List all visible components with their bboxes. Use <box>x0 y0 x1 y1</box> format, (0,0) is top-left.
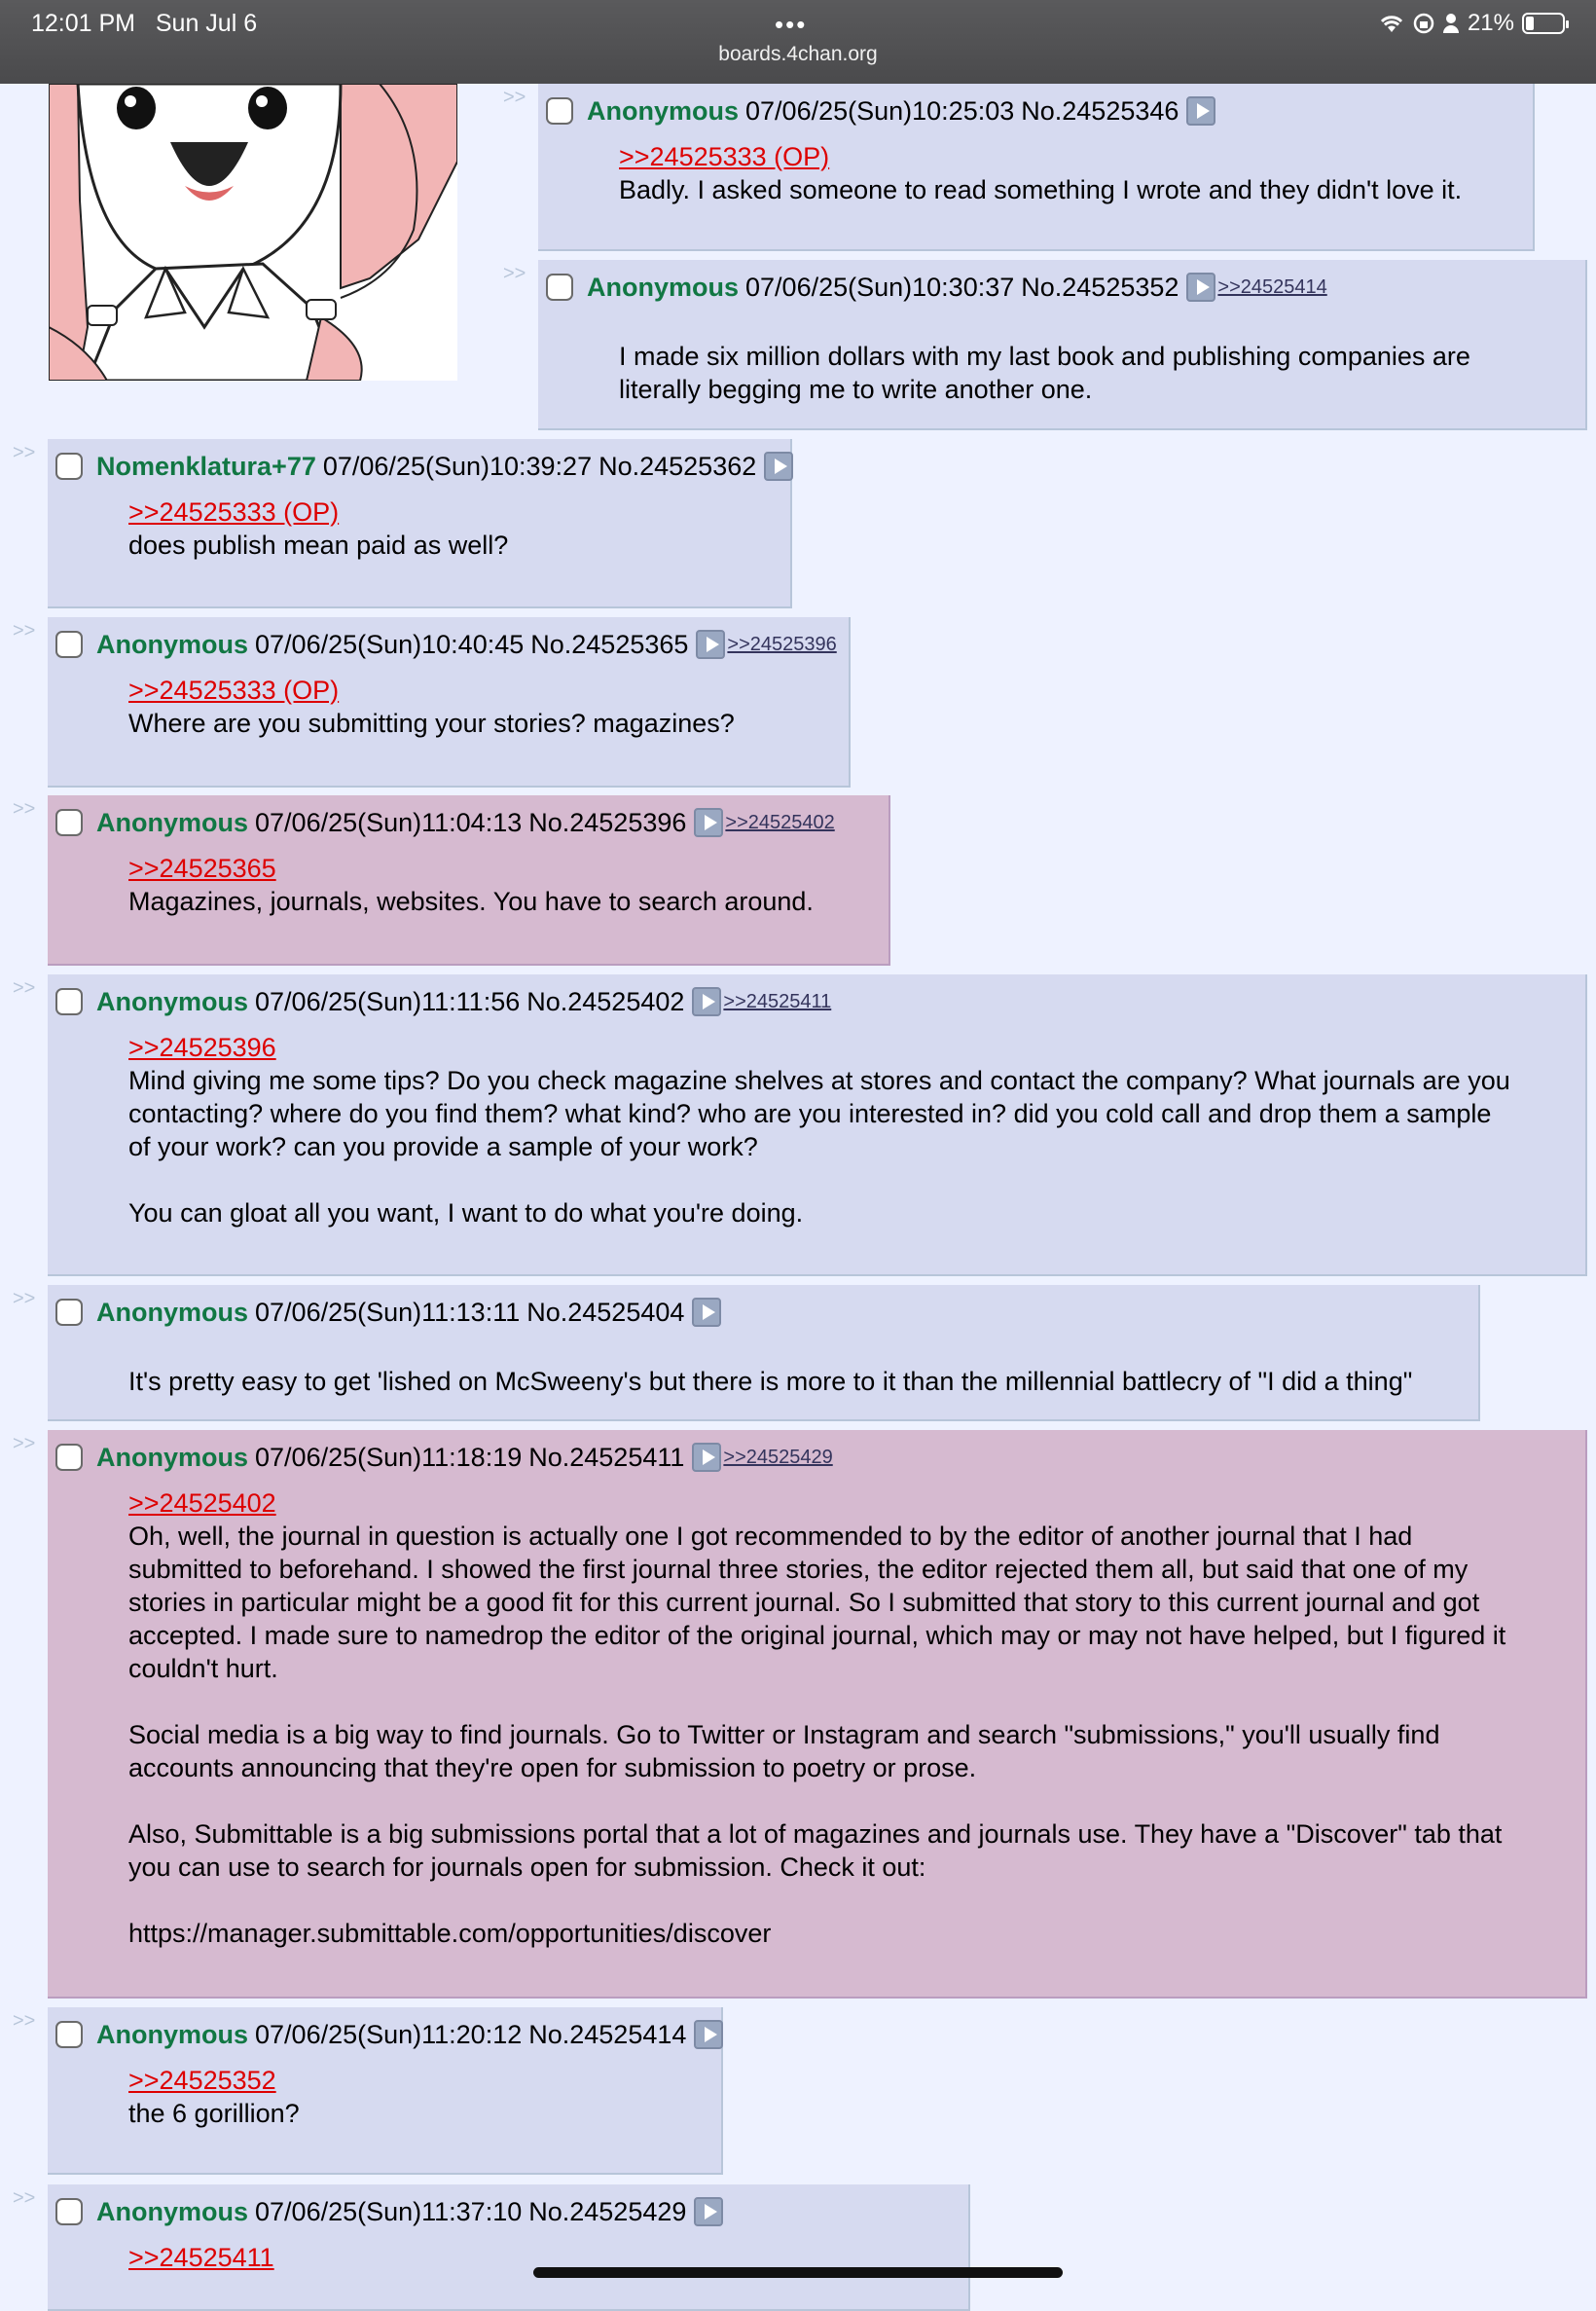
backlink[interactable]: >>24525414 <box>1217 275 1327 298</box>
reply-arrows: >> <box>13 2010 36 2032</box>
reply-post <box>48 795 890 966</box>
post-number[interactable]: No.24525414 <box>528 2019 687 2049</box>
reply-post <box>48 439 792 608</box>
post-text: Oh, well, the journal in question is actually one I got recommended to by the editor of another journal that I had submitted to beforehand. I showed the first journal three stories, the editor rejected them all, but said that one of my stories in particular might be a good fit for this current journal. So I submitted that story to this current journal and got accepted. I made sure to namedrop the editor of the original journal, which may or may not have helped, but I figured it couldn't hurt. Social media is a big way to find journals. Go to Twitter or Instagram and search "submissions," you'll usually find accounts announcing that they're open for submission to poetry or prose. Also, Submittable is a big submissions portal that a lot of magazines and journals use. They have a "Discover" tab that you can use to search for journals open for submission. Check it out: https://manager.submittable.com/opportunities/discover <box>128 1522 1506 1948</box>
post-date: 07/06/25(Sun)10:25:03 <box>745 95 1015 126</box>
post-checkbox[interactable] <box>55 631 83 658</box>
post-number[interactable]: No.24525404 <box>526 1297 685 1327</box>
battery-icon <box>1522 13 1565 34</box>
backlink[interactable]: >>24525402 <box>725 811 835 833</box>
reply-post <box>48 617 851 788</box>
post-message <box>128 1031 1510 1229</box>
reply-post <box>48 1430 1587 1999</box>
reply-post <box>48 2007 723 2175</box>
post-number[interactable]: No.24525429 <box>528 2196 687 2226</box>
post-header <box>55 1438 833 1477</box>
play-icon[interactable] <box>692 987 721 1016</box>
play-icon[interactable] <box>692 1298 721 1327</box>
poster-name: Anonymous <box>96 2196 249 2226</box>
post-header <box>55 447 793 486</box>
reply-post <box>538 260 1587 430</box>
post-message <box>128 1486 1505 1950</box>
play-icon[interactable] <box>692 1443 721 1472</box>
post-checkbox[interactable] <box>55 1299 83 1326</box>
post-checkbox[interactable] <box>55 809 83 836</box>
post-header <box>55 982 831 1021</box>
quote-link[interactable]: >>24525365 <box>128 854 276 883</box>
post-date: 07/06/25(Sun)11:37:10 <box>255 2196 523 2226</box>
post-checkbox[interactable] <box>546 274 573 301</box>
reply-arrows: >> <box>13 1433 36 1454</box>
poster-name: Nomenklatura+77 <box>96 451 316 481</box>
post-message <box>128 2064 300 2130</box>
reply-arrows: >> <box>13 620 36 642</box>
tab-overview-dots[interactable]: ••• <box>775 10 808 39</box>
post-text: Mind giving me some tips? Do you check magazine shelves at stores and contact the company? What journals are you contacting? where do you find them? what kind? who are you interested in? did you cold call and drop them a sample of your work? can you provide a sample of your work? You can gloat all you want, I want to do what you're doing. <box>128 1066 1510 1228</box>
post-message <box>128 852 814 918</box>
post-date: 07/06/25(Sun)11:04:13 <box>255 807 523 837</box>
wifi-icon <box>1378 13 1405 34</box>
post-header <box>546 268 1327 307</box>
post-text: Where are you submitting your stories? magazines? <box>128 709 735 738</box>
play-icon[interactable] <box>1186 273 1215 302</box>
post-checkbox[interactable] <box>55 453 83 480</box>
post-date: 07/06/25(Sun)11:20:12 <box>255 2019 523 2049</box>
post-message <box>128 1365 1412 1398</box>
post-text: the 6 gorillion? <box>128 2099 300 2128</box>
status-bar <box>0 0 1596 84</box>
post-text: does publish mean paid as well? <box>128 531 509 560</box>
reply-post <box>48 1285 1480 1421</box>
address-bar-url[interactable]: boards.4chan.org <box>718 43 878 65</box>
orientation-lock-icon <box>1413 13 1434 34</box>
quote-link[interactable]: >>24525333 (OP) <box>128 676 340 705</box>
reply-arrows: >> <box>13 798 36 820</box>
reply-arrows: >> <box>13 977 36 999</box>
quote-link[interactable]: >>24525333 (OP) <box>619 142 830 171</box>
post-number[interactable]: No.24525346 <box>1021 95 1179 126</box>
post-header <box>55 1293 721 1332</box>
quote-link[interactable]: >>24525352 <box>128 2066 276 2095</box>
post-date: 07/06/25(Sun)11:18:19 <box>255 1442 523 1472</box>
reply-post <box>48 2184 970 2311</box>
post-number[interactable]: No.24525396 <box>528 807 687 837</box>
person-icon <box>1442 13 1460 34</box>
reply-arrows: >> <box>13 442 36 463</box>
status-time: 12:01 PM Sun Jul 6 <box>31 10 258 37</box>
post-date: 07/06/25(Sun)10:40:45 <box>255 629 525 659</box>
post-message <box>619 340 1470 406</box>
post-checkbox[interactable] <box>546 97 573 125</box>
poster-name: Anonymous <box>96 2019 249 2049</box>
status-indicators <box>1378 10 1565 37</box>
post-message <box>128 2241 274 2274</box>
post-text: It's pretty easy to get 'lished on McSweeny's but there is more to it than the millennial battlecry of "I did a thing" <box>128 1367 1413 1396</box>
reply-post <box>538 84 1535 251</box>
quote-link[interactable]: >>24525396 <box>128 1033 276 1062</box>
play-icon[interactable] <box>764 452 793 481</box>
reply-arrows: >> <box>13 2187 36 2209</box>
backlink[interactable]: >>24525396 <box>727 633 837 655</box>
post-message <box>128 495 508 562</box>
poster-name: Anonymous <box>96 986 249 1016</box>
reply-arrows: >> <box>503 87 526 108</box>
poster-name: Anonymous <box>587 95 740 126</box>
post-message <box>128 674 735 740</box>
backlink[interactable]: >>24525429 <box>723 1446 833 1468</box>
post-checkbox[interactable] <box>55 2021 83 2048</box>
play-icon[interactable] <box>694 808 723 837</box>
poster-name: Anonymous <box>587 272 740 302</box>
reply-post <box>48 974 1587 1276</box>
post-header <box>55 625 837 664</box>
play-icon[interactable] <box>696 630 725 659</box>
poster-name: Anonymous <box>96 629 249 659</box>
post-number[interactable]: No.24525362 <box>598 451 757 481</box>
poster-name: Anonymous <box>96 1297 249 1327</box>
post-number[interactable]: No.24525365 <box>530 629 689 659</box>
post-date: 07/06/25(Sun)10:39:27 <box>322 451 593 481</box>
quote-link[interactable]: >>24525333 (OP) <box>128 497 340 527</box>
post-number[interactable]: No.24525352 <box>1021 272 1179 302</box>
post-checkbox[interactable] <box>55 2198 83 2225</box>
play-icon[interactable] <box>694 2197 723 2226</box>
post-checkbox[interactable] <box>55 988 83 1015</box>
post-text: Badly. I asked someone to read something I wrote and they didn't love it. <box>619 175 1463 204</box>
play-icon[interactable] <box>694 2020 723 2049</box>
post-header <box>55 2015 723 2054</box>
post-date: 07/06/25(Sun)10:30:37 <box>745 272 1015 302</box>
post-message <box>619 140 1462 206</box>
status-date: Sun Jul 6 <box>155 10 258 37</box>
backlink[interactable]: >>24525411 <box>723 990 832 1012</box>
post-date: 07/06/25(Sun)11:13:11 <box>255 1297 521 1327</box>
post-header <box>55 2192 723 2231</box>
battery-percent: 21% <box>1467 10 1514 36</box>
post-header <box>55 803 835 842</box>
quote-link[interactable]: >>24525402 <box>128 1488 276 1518</box>
post-date: 07/06/25(Sun)11:11:56 <box>255 986 521 1016</box>
post-text: Magazines, journals, websites. You have to search around. <box>128 887 814 916</box>
post-checkbox[interactable] <box>55 1444 83 1471</box>
op-thumbnail-image[interactable] <box>49 84 457 381</box>
reply-arrows: >> <box>503 263 526 284</box>
post-number[interactable]: No.24525411 <box>528 1442 685 1472</box>
post-text: I made six million dollars with my last book and publishing companies are literally begging me to write another one. <box>619 342 1470 404</box>
post-header <box>546 92 1215 130</box>
post-number[interactable]: No.24525402 <box>526 986 685 1016</box>
reply-arrows: >> <box>13 1288 36 1309</box>
quote-link[interactable]: >>24525411 <box>128 2243 274 2272</box>
poster-name: Anonymous <box>96 807 249 837</box>
home-indicator[interactable] <box>533 2267 1063 2278</box>
play-icon[interactable] <box>1186 96 1215 126</box>
poster-name: Anonymous <box>96 1442 249 1472</box>
